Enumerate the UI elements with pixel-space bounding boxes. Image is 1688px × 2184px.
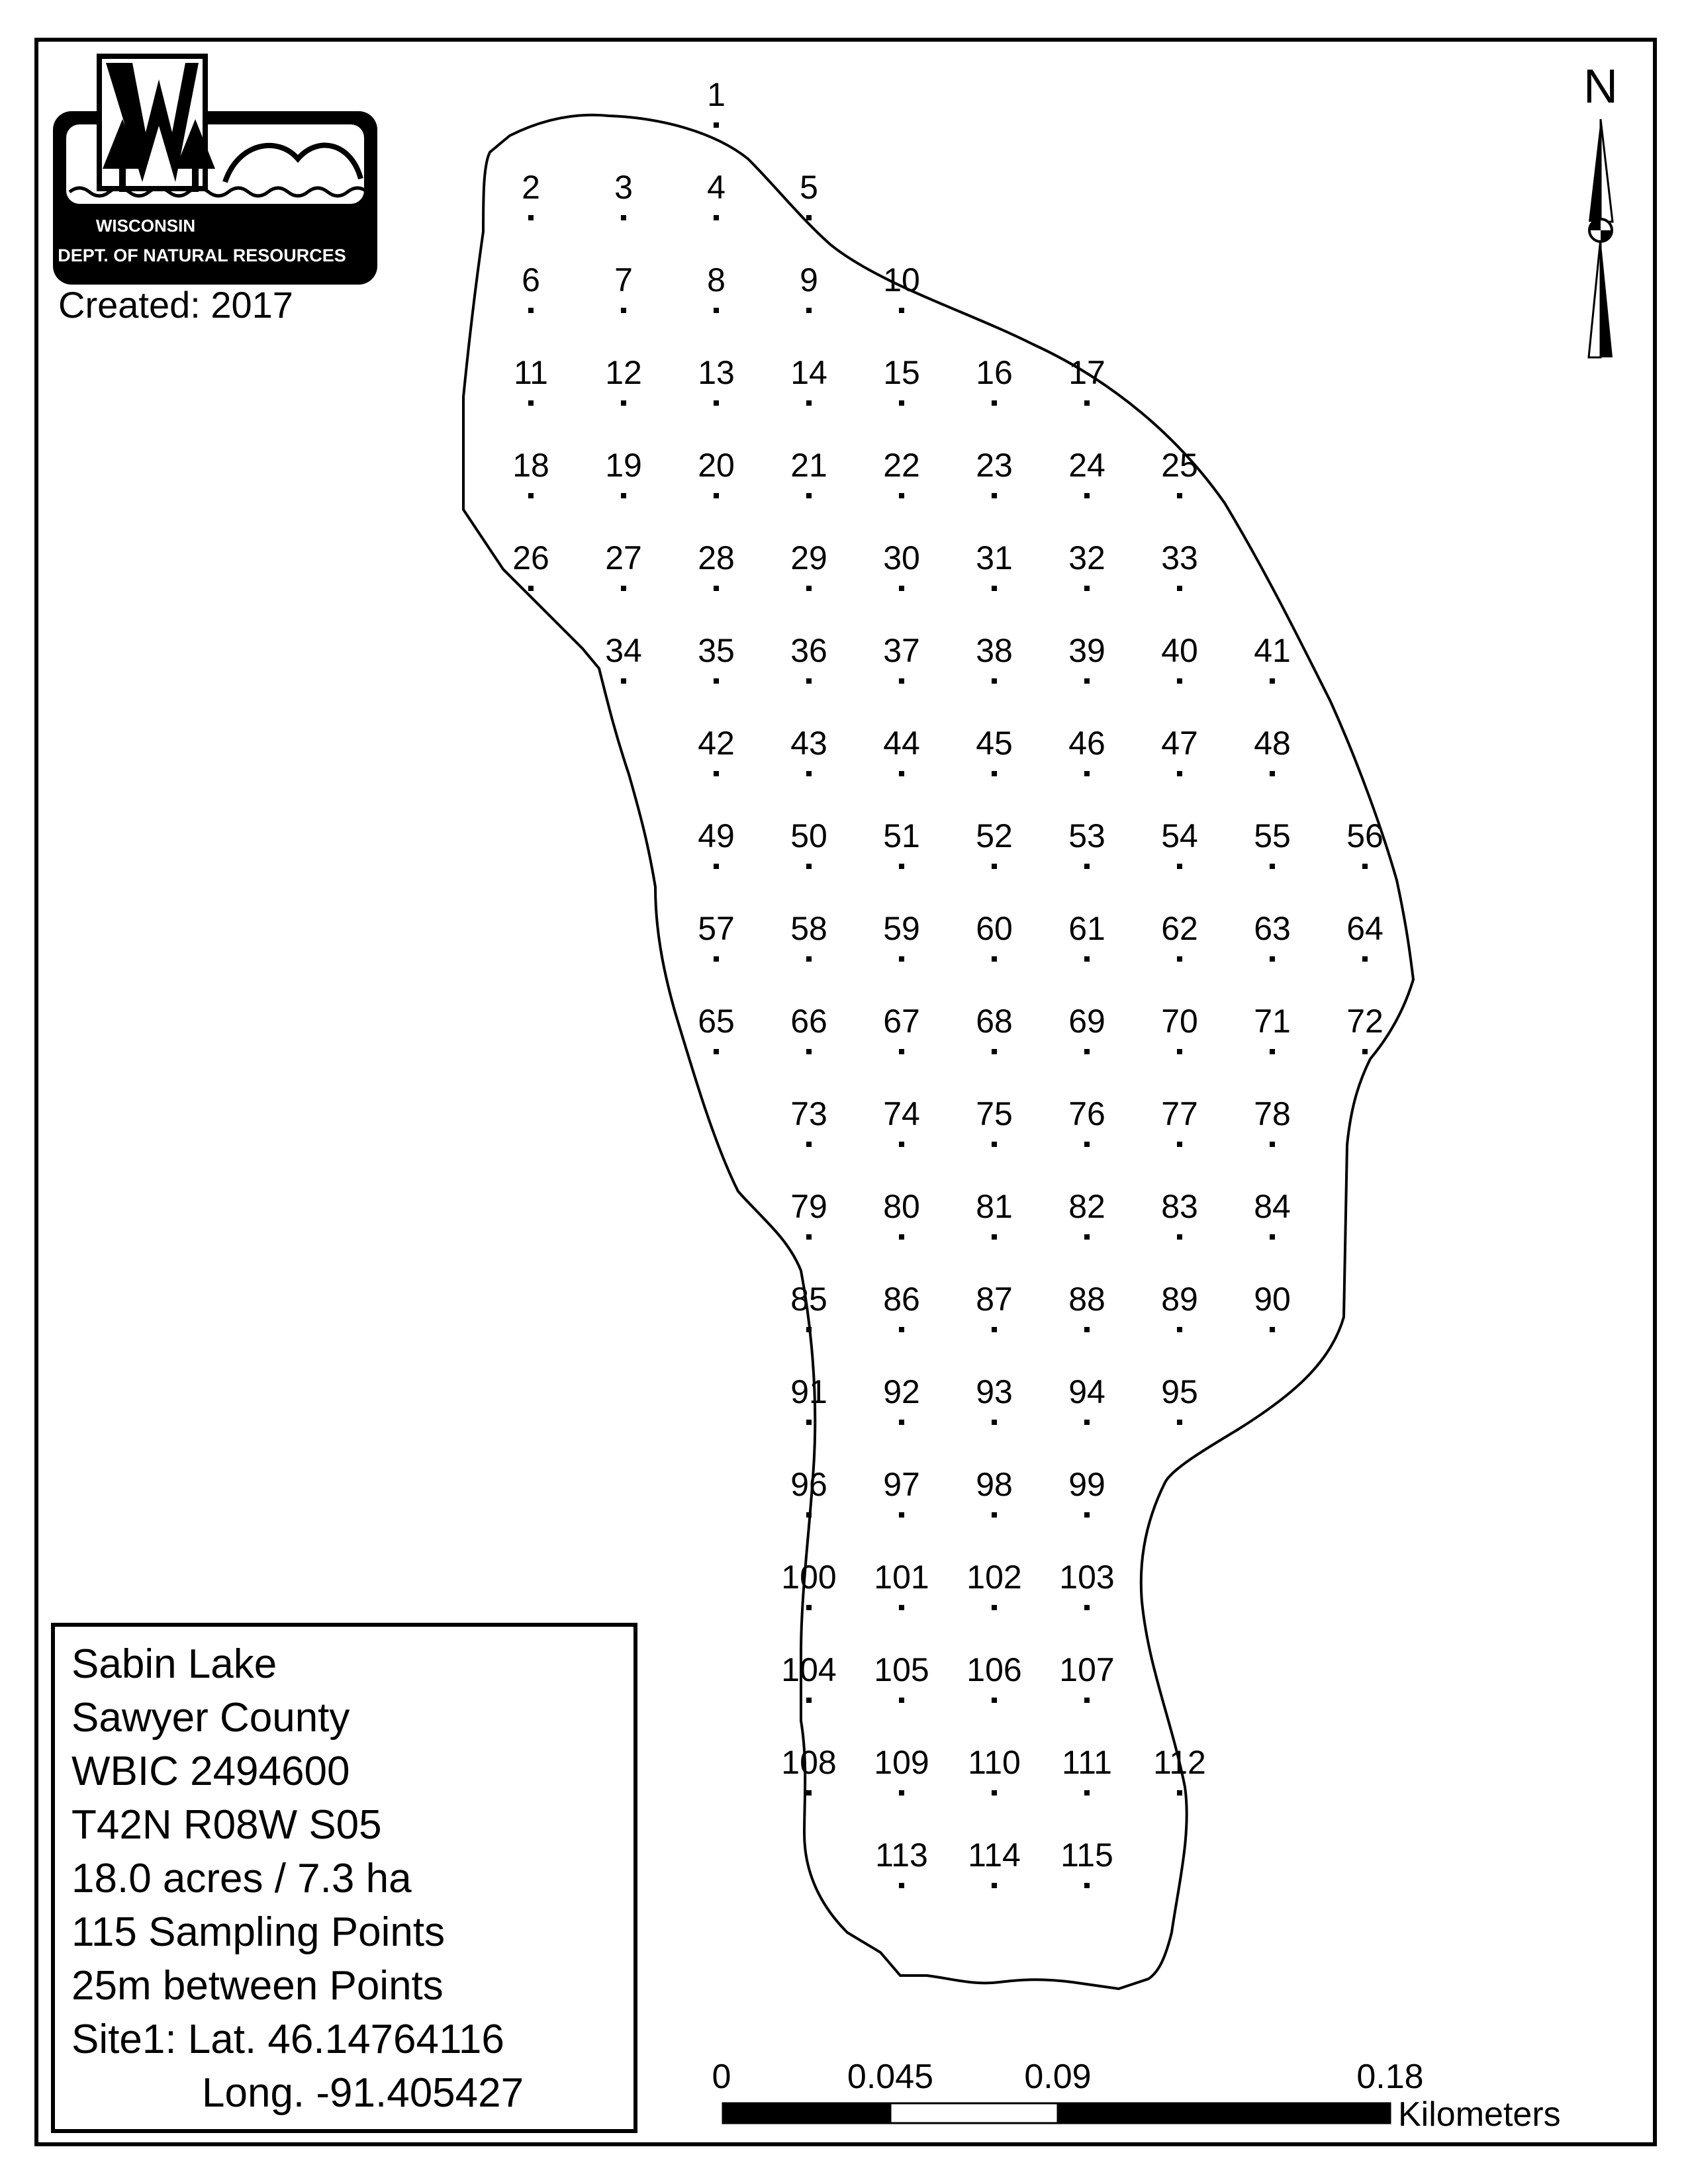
info-wbic: WBIC 2494600 — [71, 1749, 350, 1794]
sampling-point-marker — [714, 678, 719, 684]
sampling-point-marker — [806, 1512, 812, 1518]
sampling-point-label: 62 — [1161, 910, 1198, 947]
info-point-count: 115 Sampling Points — [71, 1909, 445, 1955]
sampling-point-label: 52 — [976, 817, 1013, 854]
sampling-point-label: 25 — [1161, 447, 1198, 484]
sampling-point-label: 99 — [1068, 1466, 1105, 1503]
sampling-point-label: 47 — [1161, 725, 1198, 762]
sampling-point-label: 10 — [883, 261, 920, 298]
sampling-point-marker — [528, 493, 534, 498]
info-latitude: Site1: Lat. 46.14764116 — [71, 2017, 504, 2062]
sampling-point-label: 40 — [1161, 632, 1198, 669]
sampling-point-label: 96 — [790, 1466, 827, 1503]
sampling-point-label: 21 — [790, 447, 827, 484]
sampling-point-label: 28 — [698, 539, 735, 576]
sampling-point-label: 78 — [1254, 1095, 1291, 1132]
sampling-point-label: 1 — [707, 76, 726, 113]
sampling-point-label: 60 — [976, 910, 1013, 947]
sampling-point-marker — [714, 122, 719, 128]
sampling-point-marker — [528, 215, 534, 220]
sampling-point-marker — [899, 864, 904, 869]
sampling-point-label: 17 — [1068, 354, 1105, 391]
sampling-point-label: 76 — [1068, 1095, 1105, 1132]
sampling-point-marker — [621, 493, 626, 498]
sampling-point-marker — [992, 956, 997, 962]
logo-text-wisconsin: WISCONSIN — [95, 216, 196, 236]
sampling-point-marker — [1270, 1234, 1275, 1240]
sampling-point-label: 56 — [1346, 817, 1383, 854]
sampling-point-label: 41 — [1254, 632, 1291, 669]
sampling-point-label: 46 — [1068, 725, 1105, 762]
sampling-point-marker — [621, 400, 626, 406]
scale-tick-0: 0 — [712, 2058, 731, 2096]
sampling-point-marker — [806, 1327, 812, 1332]
sampling-point-marker — [1270, 771, 1275, 776]
sampling-point-marker — [621, 215, 626, 220]
sampling-point-marker — [714, 400, 719, 406]
sampling-point-label: 74 — [883, 1095, 920, 1132]
sampling-point-label: 48 — [1254, 725, 1291, 762]
sampling-point-marker — [992, 864, 997, 869]
sampling-point-marker — [1084, 1512, 1090, 1518]
sampling-point-label: 61 — [1068, 910, 1105, 947]
sampling-point-marker — [806, 1420, 812, 1425]
sampling-point-marker — [899, 1327, 904, 1332]
sampling-point-marker — [899, 1605, 904, 1610]
sampling-point-marker — [1084, 1420, 1090, 1425]
scale-bar — [712, 2058, 1561, 2134]
sampling-point-marker — [1270, 678, 1275, 684]
sampling-point-marker — [1177, 1049, 1182, 1054]
sampling-point-label: 35 — [698, 632, 735, 669]
sampling-point-marker — [992, 771, 997, 776]
sampling-point-label: 97 — [883, 1466, 920, 1503]
sampling-point-label: 3 — [614, 169, 633, 206]
sampling-point-label: 89 — [1161, 1281, 1198, 1318]
sampling-point-marker — [992, 678, 997, 684]
sampling-point-label: 45 — [976, 725, 1013, 762]
sampling-point-label: 9 — [800, 261, 818, 298]
created-date: Created: 2017 — [58, 284, 293, 326]
sampling-point-label: 102 — [966, 1559, 1022, 1596]
sampling-point-label: 11 — [514, 354, 548, 391]
sampling-point-marker — [714, 215, 719, 220]
sampling-point-marker — [806, 956, 812, 962]
sampling-point-label: 23 — [976, 447, 1013, 484]
sampling-point-marker — [1084, 1883, 1090, 1888]
sampling-point-label: 80 — [883, 1188, 920, 1225]
sampling-point-label: 55 — [1254, 817, 1291, 854]
sampling-point-marker — [806, 1049, 812, 1054]
sampling-point-label: 29 — [790, 539, 827, 576]
sampling-point-marker — [1177, 1790, 1182, 1796]
sampling-point-marker — [1177, 1327, 1182, 1332]
sampling-point-label: 44 — [883, 725, 920, 762]
sampling-point-marker — [714, 493, 719, 498]
north-arrow-upper — [1589, 119, 1601, 222]
sampling-point-marker — [1177, 1234, 1182, 1240]
sampling-point-label: 79 — [790, 1188, 827, 1225]
sampling-point-label: 24 — [1068, 447, 1105, 484]
sampling-point-label: 36 — [790, 632, 827, 669]
sampling-point-label: 54 — [1161, 817, 1198, 854]
sampling-point-marker — [1270, 956, 1275, 962]
sampling-point-marker — [1084, 1142, 1090, 1147]
sampling-point-marker — [899, 956, 904, 962]
sampling-point-label: 71 — [1254, 1003, 1291, 1040]
north-arrow — [1583, 60, 1618, 357]
sampling-point-label: 86 — [883, 1281, 920, 1318]
sampling-point-marker — [806, 586, 812, 591]
sampling-point-label: 88 — [1068, 1281, 1105, 1318]
info-lake-name: Sabin Lake — [71, 1641, 277, 1687]
sampling-point-label: 16 — [976, 354, 1013, 391]
sampling-point-label: 91 — [790, 1373, 827, 1410]
sampling-point-marker — [806, 864, 812, 869]
sampling-point-label: 34 — [605, 632, 642, 669]
sampling-point-label: 101 — [874, 1559, 929, 1596]
info-longitude: Long. -91.405427 — [202, 2070, 524, 2116]
sampling-point-marker — [528, 308, 534, 313]
sampling-point-marker — [714, 1049, 719, 1054]
sampling-point-label: 30 — [883, 539, 920, 576]
sampling-point-marker — [1362, 1049, 1368, 1054]
sampling-point-marker — [806, 1790, 812, 1796]
sampling-point-marker — [899, 308, 904, 313]
sampling-point-marker — [528, 400, 534, 406]
sampling-point-marker — [992, 1512, 997, 1518]
sampling-point-marker — [806, 1605, 812, 1610]
sampling-point-marker — [1084, 493, 1090, 498]
sampling-point-marker — [1362, 864, 1368, 869]
scale-tick-0-045: 0.045 — [847, 2058, 934, 2096]
sampling-point-label: 57 — [698, 910, 735, 947]
sampling-point-marker — [621, 308, 626, 313]
sampling-point-label: 66 — [790, 1003, 827, 1040]
sampling-point-marker — [1362, 956, 1368, 962]
scale-unit: Kilometers — [1398, 2095, 1561, 2134]
sampling-point-marker — [899, 1142, 904, 1147]
sampling-point-label: 84 — [1254, 1188, 1291, 1225]
sampling-point-marker — [1084, 1327, 1090, 1332]
sampling-point-label: 85 — [790, 1281, 827, 1318]
sampling-point-marker — [714, 956, 719, 962]
sampling-point-label: 103 — [1059, 1559, 1115, 1596]
sampling-point-marker — [806, 308, 812, 313]
sampling-point-marker — [899, 1790, 904, 1796]
sampling-point-marker — [992, 1420, 997, 1425]
sampling-point-label: 93 — [976, 1373, 1013, 1410]
sampling-point-label: 69 — [1068, 1003, 1105, 1040]
sampling-point-marker — [1084, 1234, 1090, 1240]
sampling-point-marker — [992, 493, 997, 498]
sampling-point-marker — [1177, 771, 1182, 776]
sampling-point-label: 58 — [790, 910, 827, 947]
sampling-point-marker — [1084, 956, 1090, 962]
sampling-point-label: 106 — [966, 1651, 1022, 1688]
sampling-point-marker — [806, 1142, 812, 1147]
sampling-point-marker — [899, 1883, 904, 1888]
sampling-points — [512, 76, 1383, 1888]
sampling-point-label: 42 — [698, 725, 735, 762]
sampling-point-marker — [714, 308, 719, 313]
sampling-point-label: 19 — [605, 447, 642, 484]
sampling-point-label: 37 — [883, 632, 920, 669]
sampling-point-label: 27 — [605, 539, 642, 576]
sampling-point-label: 70 — [1161, 1003, 1198, 1040]
sampling-point-label: 5 — [800, 169, 818, 206]
sampling-point-label: 59 — [883, 910, 920, 947]
sampling-point-marker — [1177, 493, 1182, 498]
sampling-point-label: 22 — [883, 447, 920, 484]
sampling-point-marker — [806, 678, 812, 684]
sampling-point-marker — [992, 1883, 997, 1888]
scale-segment-2 — [890, 2103, 1058, 2123]
sampling-point-label: 94 — [1068, 1373, 1105, 1410]
sampling-point-marker — [1270, 864, 1275, 869]
sampling-point-label: 26 — [512, 539, 549, 576]
sampling-point-marker — [621, 678, 626, 684]
sampling-point-marker — [992, 1698, 997, 1703]
sampling-point-label: 115 — [1060, 1837, 1113, 1874]
sampling-point-marker — [899, 1049, 904, 1054]
sampling-point-marker — [1084, 1605, 1090, 1610]
scale-tick-0-09: 0.09 — [1024, 2058, 1092, 2096]
scale-tick-0-18: 0.18 — [1356, 2058, 1424, 2096]
sampling-point-label: 12 — [605, 354, 642, 391]
info-spacing: 25m between Points — [71, 1963, 444, 2009]
logo-text-dept: DEPT. OF NATURAL RESOURCES — [58, 246, 346, 265]
sampling-point-marker — [899, 771, 904, 776]
sampling-point-label: 90 — [1254, 1281, 1291, 1318]
north-arrow-lower — [1589, 238, 1601, 357]
sampling-point-label: 63 — [1254, 910, 1291, 947]
sampling-point-marker — [992, 1049, 997, 1054]
sampling-point-marker — [899, 1512, 904, 1518]
sampling-point-marker — [1084, 586, 1090, 591]
sampling-point-marker — [714, 586, 719, 591]
sampling-point-label: 14 — [790, 354, 827, 391]
sampling-point-marker — [992, 400, 997, 406]
sampling-point-label: 51 — [883, 817, 920, 854]
sampling-point-marker — [806, 1698, 812, 1703]
sampling-point-marker — [992, 1234, 997, 1240]
sampling-point-label: 38 — [976, 632, 1013, 669]
sampling-point-label: 53 — [1068, 817, 1105, 854]
sampling-point-marker — [806, 215, 812, 220]
sampling-point-label: 43 — [790, 725, 827, 762]
sampling-point-label: 13 — [698, 354, 735, 391]
sampling-point-marker — [899, 678, 904, 684]
sampling-point-label: 4 — [707, 169, 726, 206]
sampling-point-marker — [899, 586, 904, 591]
sampling-point-marker — [1084, 1698, 1090, 1703]
sampling-point-marker — [992, 1327, 997, 1332]
sampling-point-marker — [714, 864, 719, 869]
sampling-point-label: 100 — [781, 1559, 837, 1596]
scale-segment-1 — [723, 2103, 890, 2123]
sampling-point-label: 2 — [522, 169, 540, 206]
sampling-point-marker — [992, 586, 997, 591]
sampling-point-label: 107 — [1059, 1651, 1115, 1688]
sampling-point-label: 92 — [883, 1373, 920, 1410]
sampling-point-marker — [1270, 1049, 1275, 1054]
sampling-point-marker — [1177, 678, 1182, 684]
info-area: 18.0 acres / 7.3 ha — [71, 1856, 412, 1901]
sampling-point-marker — [806, 493, 812, 498]
sampling-point-label: 75 — [976, 1095, 1013, 1132]
sampling-point-label: 15 — [883, 354, 920, 391]
sampling-point-marker — [1177, 1142, 1182, 1147]
sampling-point-label: 64 — [1346, 910, 1383, 947]
sampling-point-marker — [806, 771, 812, 776]
sampling-point-marker — [1084, 1049, 1090, 1054]
sampling-point-marker — [1084, 864, 1090, 869]
sampling-point-marker — [806, 1234, 812, 1240]
sampling-point-label: 87 — [976, 1281, 1013, 1318]
sampling-point-label: 98 — [976, 1466, 1013, 1503]
sampling-point-marker — [1084, 678, 1090, 684]
sampling-point-marker — [992, 1142, 997, 1147]
sampling-point-marker — [1084, 400, 1090, 406]
sampling-point-label: 31 — [976, 539, 1013, 576]
sampling-point-label: 104 — [781, 1651, 837, 1688]
sampling-point-label: 110 — [968, 1744, 1021, 1781]
sampling-point-label: 113 — [875, 1837, 928, 1874]
sampling-point-marker — [806, 400, 812, 406]
sampling-point-marker — [528, 586, 534, 591]
sampling-point-label: 112 — [1153, 1744, 1206, 1781]
sampling-point-label: 81 — [976, 1188, 1013, 1225]
sampling-point-marker — [899, 1234, 904, 1240]
info-county: Sawyer County — [71, 1695, 350, 1741]
sampling-point-label: 77 — [1161, 1095, 1198, 1132]
info-trs: T42N R08W S05 — [71, 1802, 382, 1848]
scale-segment-3 — [1058, 2103, 1390, 2123]
sampling-point-marker — [899, 1420, 904, 1425]
sampling-point-label: 108 — [781, 1744, 837, 1781]
sampling-point-label: 6 — [522, 261, 540, 298]
sampling-point-label: 20 — [698, 447, 735, 484]
sampling-point-marker — [899, 493, 904, 498]
sampling-point-marker — [1270, 1327, 1275, 1332]
sampling-point-marker — [1270, 1142, 1275, 1147]
sampling-point-marker — [899, 400, 904, 406]
sampling-point-marker — [1177, 586, 1182, 591]
sampling-point-label: 49 — [698, 817, 735, 854]
north-label: N — [1583, 60, 1618, 113]
sampling-point-marker — [1084, 771, 1090, 776]
sampling-point-label: 68 — [976, 1003, 1013, 1040]
sampling-point-label: 18 — [512, 447, 549, 484]
wdnr-logo — [53, 56, 377, 285]
sampling-point-marker — [899, 1698, 904, 1703]
sampling-point-label: 105 — [874, 1651, 929, 1688]
sampling-point-label: 111 — [1061, 1744, 1113, 1781]
sampling-point-label: 65 — [698, 1003, 735, 1040]
sampling-point-marker — [714, 771, 719, 776]
sampling-point-label: 109 — [874, 1744, 929, 1781]
sampling-point-label: 8 — [707, 261, 726, 298]
sampling-point-label: 39 — [1068, 632, 1105, 669]
sampling-point-label: 33 — [1161, 539, 1198, 576]
sampling-point-label: 72 — [1346, 1003, 1383, 1040]
sampling-point-label: 114 — [968, 1837, 1021, 1874]
sampling-point-marker — [1177, 1420, 1182, 1425]
sampling-point-marker — [992, 1605, 997, 1610]
sampling-point-label: 82 — [1068, 1188, 1105, 1225]
sampling-point-label: 67 — [883, 1003, 920, 1040]
sampling-point-label: 73 — [790, 1095, 827, 1132]
sampling-point-marker — [621, 586, 626, 591]
sampling-point-label: 7 — [614, 261, 633, 298]
sampling-point-label: 83 — [1161, 1188, 1198, 1225]
sampling-point-marker — [1084, 1790, 1090, 1796]
sampling-point-marker — [1177, 864, 1182, 869]
sampling-point-label: 95 — [1161, 1373, 1198, 1410]
sampling-point-label: 50 — [790, 817, 827, 854]
sampling-point-label: 32 — [1068, 539, 1105, 576]
lake-info-box — [53, 1625, 635, 2131]
sampling-point-marker — [992, 1790, 997, 1796]
sampling-point-marker — [1177, 956, 1182, 962]
